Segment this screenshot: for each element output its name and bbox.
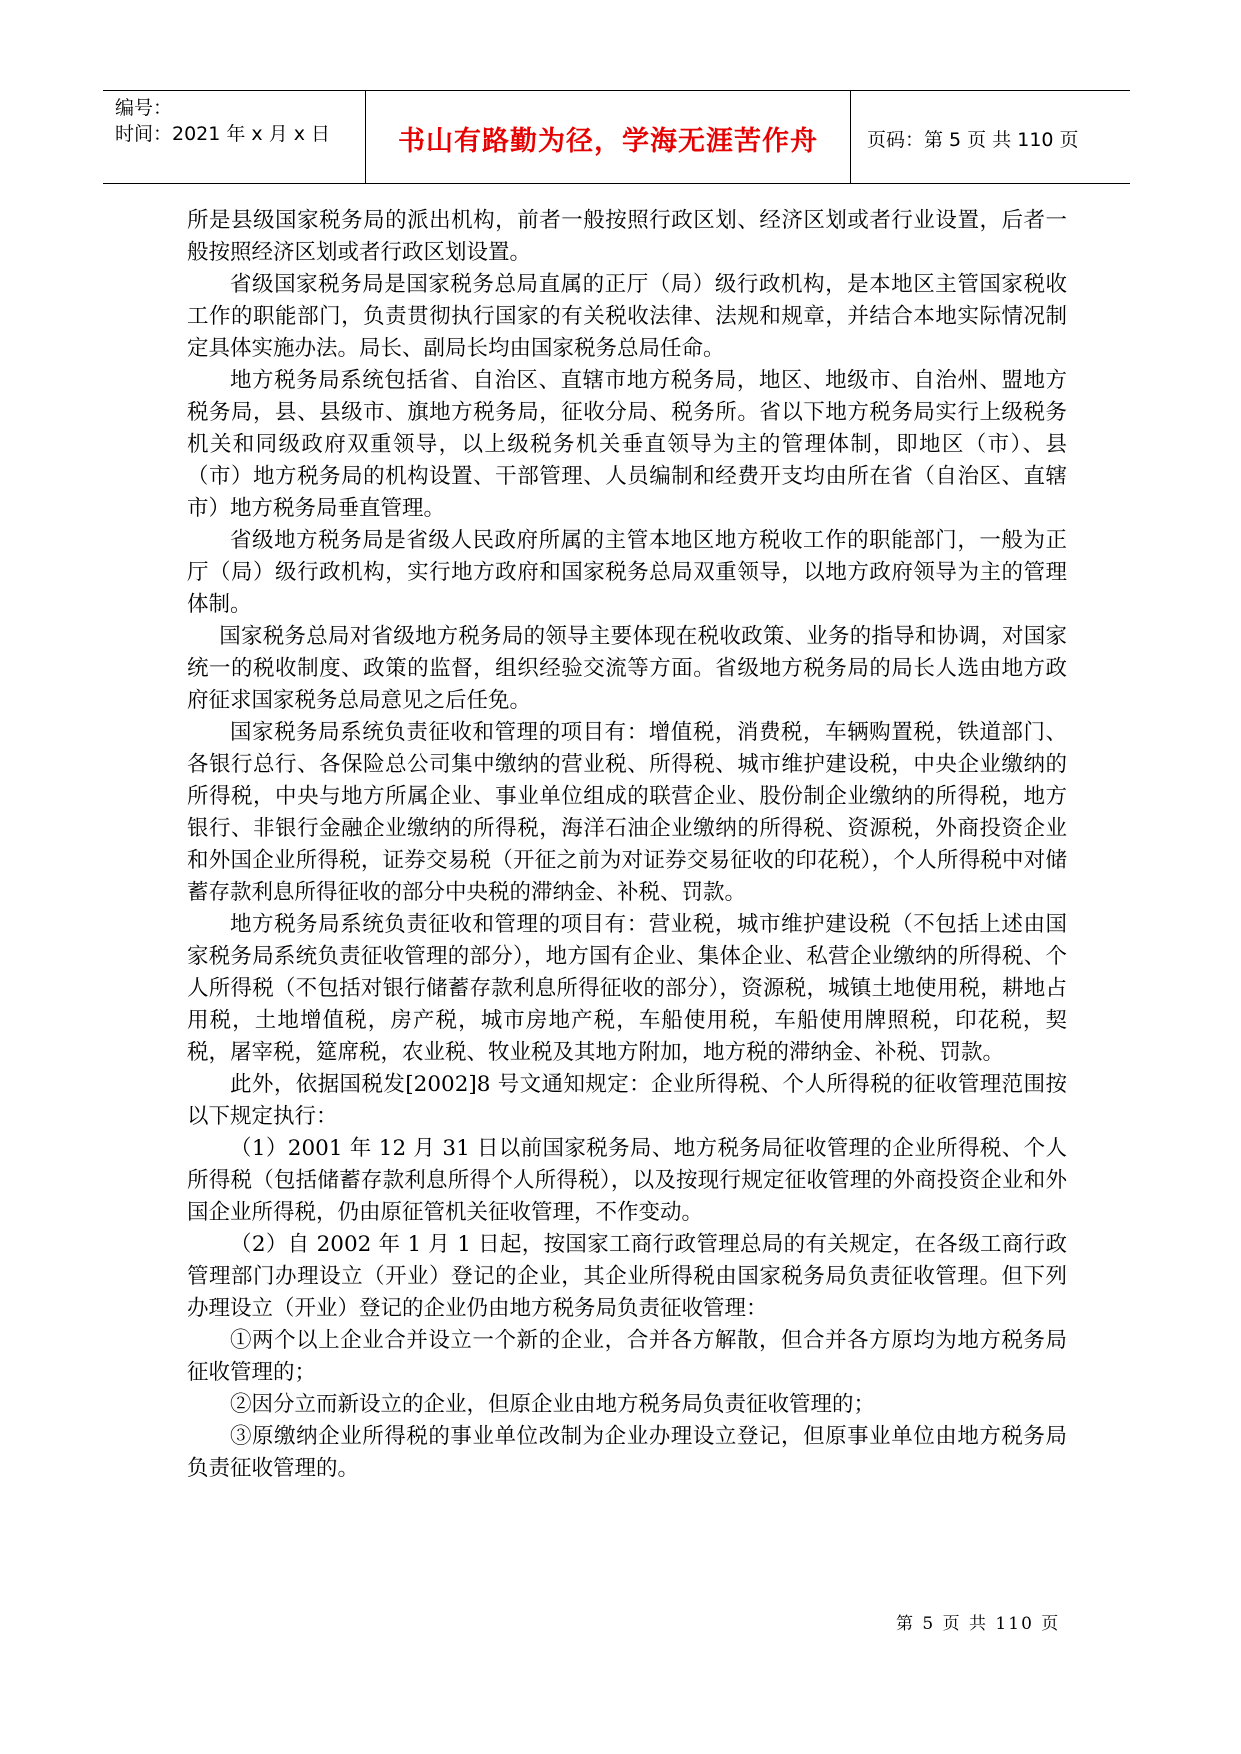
header-motto: 书山有路勤为径，学海无涯苦作舟	[398, 126, 818, 157]
header-motto-cell	[366, 91, 851, 183]
header-page-info: 页码：第 5 页 共 110 页	[867, 129, 1079, 151]
page-footer: 第 5 页 共 110 页	[896, 1614, 1061, 1634]
number-label: 编号：	[115, 97, 173, 119]
paragraph: 地方税务局系统包括省、自治区、直辖市地方税务局，地区、地级市、自治州、盟地方税务局，县、县级市、旗地方税务局，征收分局、税务所。省以下地方税务局实行上级税务机关和同级政府双重领导，以上级税务机关垂直领导为主的管理体制，即地区（市）、县（市）地方税务局的机构设置、干部管理、人员编制和经费开支均由所在省（自治区、直辖市）地方税务局垂直管理。	[187, 368, 1067, 521]
sub-list-item: ③原缴纳企业所得税的事业单位改制为企业办理设立登记，但原事业单位由地方税务局负责征收管理的。	[187, 1424, 1067, 1481]
sub-list-item: ②因分立而新设立的企业，但原企业由地方税务局负责征收管理的；	[230, 1392, 876, 1417]
paragraph: 国家税务局系统负责征收和管理的项目有：增值税，消费税，车辆购置税，铁道部门、各银行总行、各保险总公司集中缴纳的营业税、所得税、城市维护建设税，中央企业缴纳的所得税，中央与地方所属企业、事业单位组成的联营企业、股份制企业缴纳的所得税，地方银行、非银行金融企业缴纳的所得税，海洋石油企业缴纳的所得税、资源税，外商投资企业和外国企业所得税，证券交易税（开征之前为对证券交易征收的印花税），个人所得税中对储蓄存款利息所得征收的部分中央税的滞纳金、补税、罚款。	[187, 720, 1067, 905]
paragraph: 国家税务总局对省级地方税务局的领导主要体现在税收政策、业务的指导和协调，对国家统一的税收制度、政策的监督，组织经验交流等方面。省级地方税务局的局长人选由地方政府征求国家税务总局意见之后任免。	[187, 624, 1067, 713]
list-item: （1）2001 年 12 月 31 日以前国家税务局、地方税务局征收管理的企业所得税、个人所得税（包括储蓄存款利息所得个人所得税），以及按现行规定征收管理的外商投资企业和外国企业所得税，仍由原征管机关征收管理，不作变动。	[187, 1136, 1067, 1225]
list-item: （2）自 2002 年 1 月 1 日起，按国家工商行政管理总局的有关规定，在各级工商行政管理部门办理设立（开业）登记的企业，其企业所得税由国家税务局负责征收管理。但下列办理设立（开业）登记的企业仍由地方税务局负责征收管理：	[187, 1232, 1067, 1321]
page-header	[103, 90, 1130, 184]
sub-list-item: ①两个以上企业合并设立一个新的企业，合并各方解散，但合并各方原均为地方税务局征收管理的；	[187, 1328, 1067, 1385]
time-label: 时间：2021 年 x 月 x 日	[115, 123, 331, 145]
paragraph: 省级地方税务局是省级人民政府所属的主管本地区地方税收工作的职能部门，一般为正厅（局）级行政机构，实行地方政府和国家税务总局双重领导，以地方政府领导为主的管理体制。	[187, 528, 1067, 617]
header-right-cell	[851, 91, 1130, 183]
paragraph-continued: 所是县级国家税务局的派出机构，前者一般按照行政区划、经济区划或者行业设置，后者一般按照经济区划或者行政区划设置。	[187, 208, 1067, 265]
paragraph: 省级国家税务局是国家税务总局直属的正厅（局）级行政机构，是本地区主管国家税收工作的职能部门，负责贯彻执行国家的有关税收法律、法规和规章，并结合本地实际情况制定具体实施办法。局长、副局长均由国家税务总局任命。	[187, 272, 1067, 361]
document-body	[187, 205, 1067, 1485]
paragraph: 此外，依据国税发[2002]8 号文通知规定：企业所得税、个人所得税的征收管理范围按以下规定执行：	[187, 1072, 1067, 1129]
header-left-cell	[103, 91, 366, 183]
paragraph: 地方税务局系统负责征收和管理的项目有：营业税，城市维护建设税（不包括上述由国家税务局系统负责征收管理的部分），地方国有企业、集体企业、私营企业缴纳的所得税、个人所得税（不包括对银行储蓄存款利息所得征收的部分），资源税，城镇土地使用税，耕地占用税，土地增值税，房产税，城市房地产税，车船使用税，车船使用牌照税，印花税，契税，屠宰税，筵席税，农业税、牧业税及其地方附加，地方税的滞纳金、补税、罚款。	[187, 912, 1067, 1065]
